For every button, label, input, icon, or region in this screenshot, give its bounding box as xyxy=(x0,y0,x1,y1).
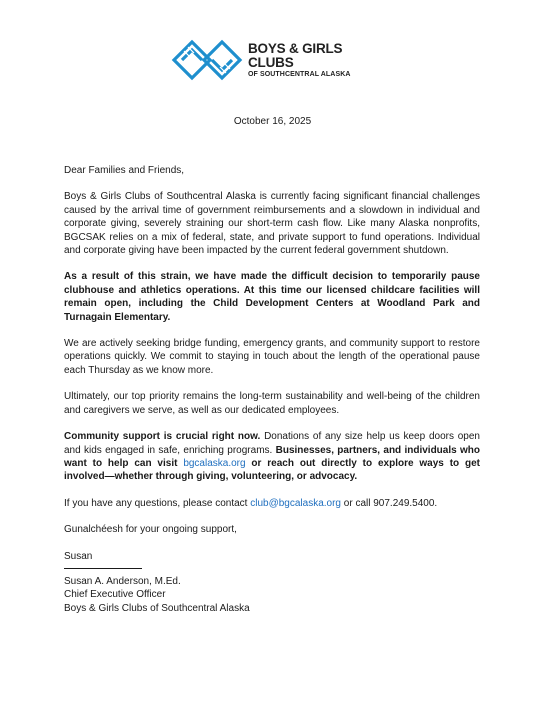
closing: Gunalchéesh for your ongoing support, xyxy=(64,524,237,536)
paragraph-contact xyxy=(64,497,480,510)
community-mid: Donations of any size help us keep doors open and kids engaged in safe, enriching programs. xyxy=(64,431,480,456)
org-logo xyxy=(170,36,380,84)
handshake-logo-icon xyxy=(170,37,244,83)
paragraph-bridge-funding: We are actively seeking bridge funding, emergency grants, and community support to restore operations quickly. We commit to staying in touch about the length of the operational pause each Thursday as we know more. xyxy=(64,338,480,376)
paragraph-priority: Ultimately, our top priority remains the long-term sustainability and well-being of the children and caregivers we serve, as well as our dedicated employees. xyxy=(64,391,480,416)
paragraph-community-support xyxy=(64,430,480,484)
paragraph-financial-challenges: Boys & Girls Clubs of Southcentral Alaska is currently facing significant financial challenges caused by the arrival time of government reimbursements and a slowdown in individual and corporate giving, severely straining our short-term cash flow. Like many Alaska nonprofits, BGCSAK relies on a mix of federal, state, and private support to fund operations. Individual and corporate giving have been impacted by the current federal government shutdown. xyxy=(64,191,480,257)
paragraph-operations-pause: As a result of this strain, we have made the difficult decision to temporarily pause clubhouse and athletics operations. At this time our licensed childcare facilities will remain open, including the Child Development Centers at Woodland Park and Turnagain Elementary. xyxy=(64,271,480,323)
website-link[interactable]: bgcalaska.org xyxy=(183,457,246,469)
salutation: Dear Families and Friends, xyxy=(64,165,185,176)
email-link[interactable]: club@bgcalaska.org xyxy=(250,497,341,509)
letter-date: October 16, 2025 xyxy=(233,116,312,127)
contact-post: or call 907.249.5400. xyxy=(341,497,438,509)
community-lead: Community support is crucial right now. xyxy=(64,431,261,443)
signature-first-name: Susan xyxy=(64,550,93,562)
signature-line xyxy=(64,568,142,569)
signature-org: Boys & Girls Clubs of Southcentral Alaska xyxy=(64,602,250,614)
signature-block xyxy=(64,550,480,616)
logo-wordmark xyxy=(248,42,380,78)
contact-pre: If you have any questions, please contact xyxy=(64,497,251,509)
letter-body xyxy=(64,164,480,615)
community-bold-2: or reach out directly to explore ways to get involved—whether through giving, volunteering, or advocacy. xyxy=(64,457,481,483)
logo-line-2: OF SOUTHCENTRAL ALASKA xyxy=(248,71,351,78)
signature-title: Chief Executive Officer xyxy=(64,589,166,601)
community-bold-1: Businesses, partners, and individuals who want to help can visit xyxy=(64,444,480,469)
logo-line-1: BOYS & GIRLS CLUBS xyxy=(248,41,343,70)
signature-name: Susan A. Anderson, M.Ed. xyxy=(64,575,181,587)
